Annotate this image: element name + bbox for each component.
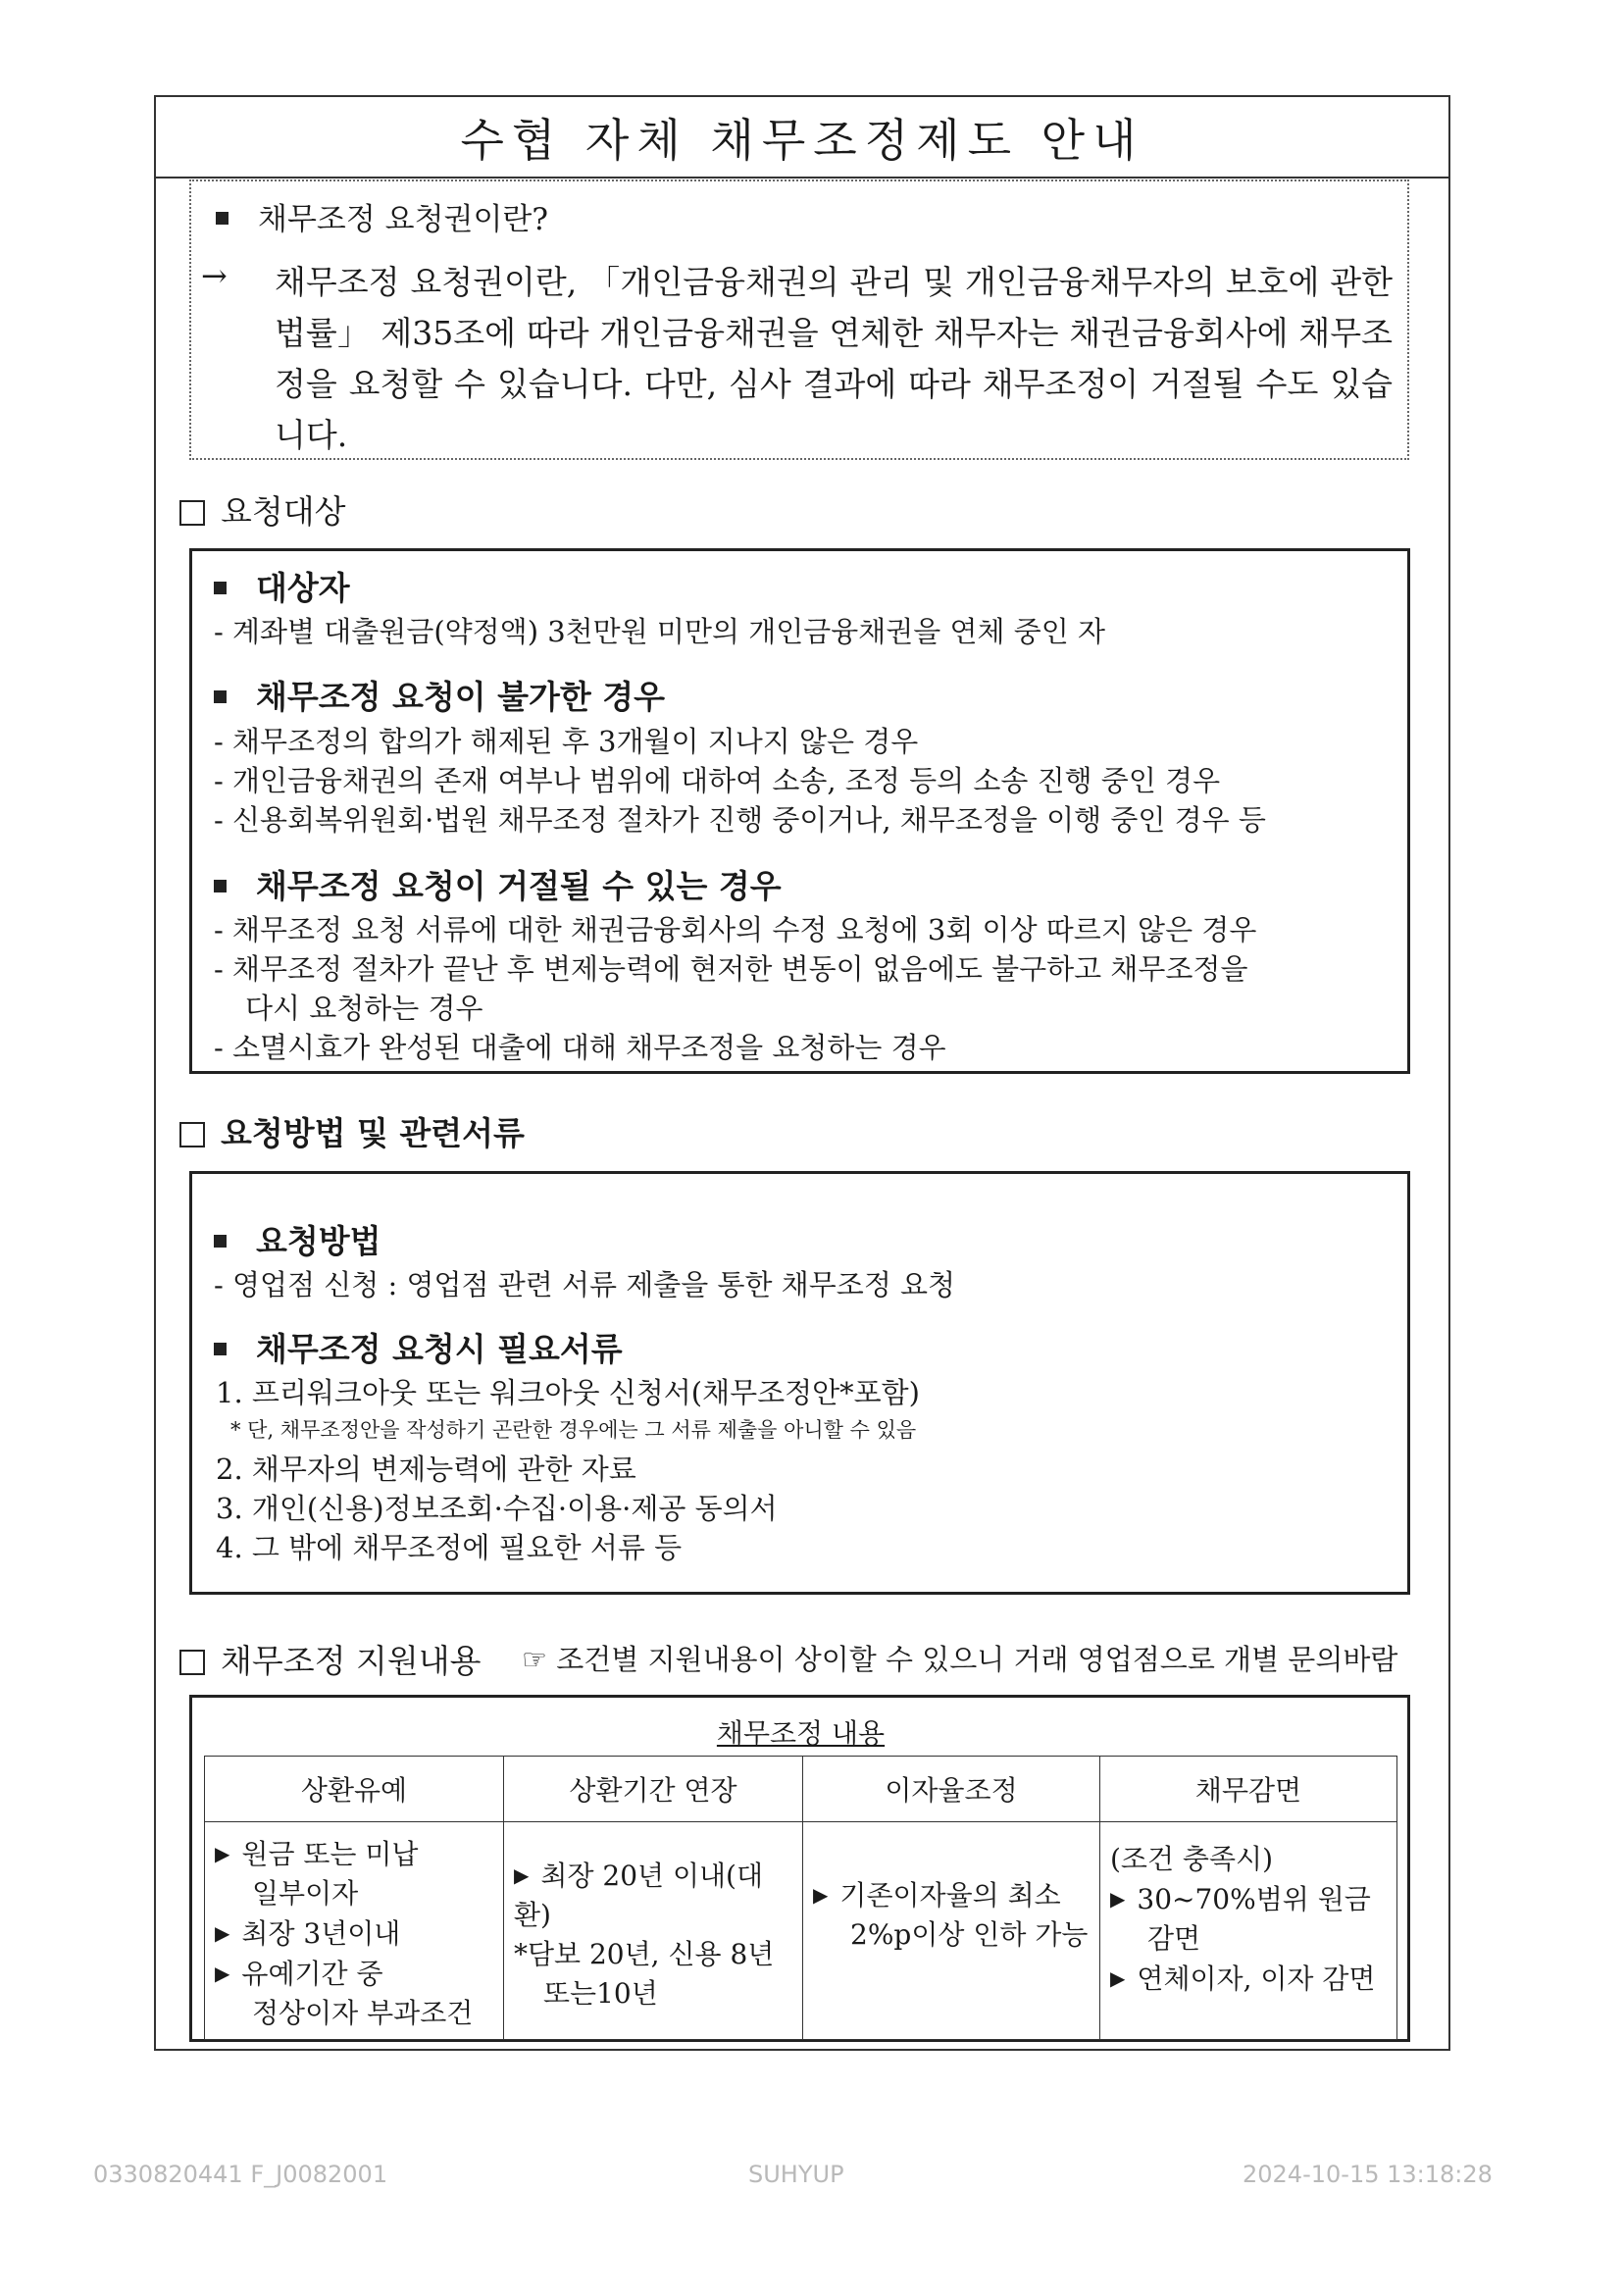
list-item: - 채무조정의 합의가 해제된 후 3개월이 지나지 않은 경우 <box>214 725 919 758</box>
square-bullet-icon <box>214 582 227 594</box>
triangle-bullet-icon: ▶ <box>215 1842 230 1865</box>
square-bullet-icon <box>214 880 227 892</box>
doc-note: * 단, 채무조정안을 작성하기 곤란한 경우에는 그 서류 제출을 아니할 수 있음 <box>230 1418 917 1442</box>
triangle-bullet-icon: ▶ <box>1110 1966 1126 1990</box>
doc-item: 1. 프리워크아웃 또는 워크아웃 신청서(채무조정안*포함) <box>216 1376 920 1409</box>
method-item: - 영업점 신청 : 영업점 관련 서류 제출을 통한 채무조정 요청 <box>214 1268 956 1301</box>
checkbox-icon <box>179 1122 205 1147</box>
support-note: ☞ 조건별 지원내용이 상이할 수 있으니 거래 영업점으로 개별 문의바람 <box>522 1643 1398 1676</box>
arrow-icon: → <box>201 257 228 294</box>
page-title: 수협 자체 채무조정제도 안내 <box>460 114 1144 167</box>
list-item: - 개인금융채권의 존재 여부나 범위에 대하여 소송, 조정 등의 소송 진행 중인 경우 <box>214 764 1221 797</box>
header-deferral: 상환유예 <box>205 1757 504 1822</box>
triangle-bullet-icon: ▶ <box>514 1863 530 1887</box>
docs-heading: 채무조정 요청시 필요서류 <box>214 1324 623 1370</box>
section-method: 요청방법 및 관련서류 <box>179 1108 525 1154</box>
cell-deferral: ▶ 원금 또는 미납 일부이자 ▶ 최장 3년이내 ▶ 유예기간 중 정상이자 부과조건 <box>205 1822 504 2040</box>
method-heading: 요청방법 <box>214 1216 381 1262</box>
list-item: - 계좌별 대출원금(약정액) 3천만원 미만의 개인금융채권을 연체 중인 자 <box>214 615 1106 648</box>
header-extension: 상환기간 연장 <box>504 1757 803 1822</box>
checkbox-icon <box>179 500 205 526</box>
section-target: 요청대상 <box>179 486 346 533</box>
group-heading-eligible: 대상자 <box>214 563 350 609</box>
doc-item: 3. 개인(신용)정보조회·수집·이용·제공 동의서 <box>216 1492 778 1525</box>
table-caption: 채무조정 내용 <box>205 1708 1397 1757</box>
triangle-bullet-icon: ▶ <box>215 1921 230 1945</box>
footer-doc-id: 0330820441 F_J0082001 <box>93 2161 388 2188</box>
doc-item: 2. 채무자의 변제능력에 관한 자료 <box>216 1453 636 1486</box>
title-divider <box>156 177 1448 178</box>
checkbox-icon <box>179 1650 205 1675</box>
list-item: - 신용회복위원회·법원 채무조정 절차가 진행 중이거나, 채무조정을 이행 중인 경우 등 <box>214 803 1266 837</box>
cell-reduction: (조건 충족시) ▶ 30~70%범위 원금 감면 ▶ 연체이자, 이자 감면 <box>1100 1822 1397 2040</box>
footer-timestamp: 2024-10-15 13:18:28 <box>1243 2161 1493 2188</box>
list-item: - 채무조정 절차가 끝난 후 변제능력에 현저한 변동이 없음에도 불구하고 채무조정을 <box>214 952 1248 986</box>
definition-body: 채무조정 요청권이란, 「개인금융채권의 관리 및 개인금융채무자의 보호에 관한 법률」 제35조에 따라 개인금융채권을 연체한 채무자는 채권금융회사에 채무조정을 요청할 수 있습니다. 다만, 심사 결과에 따라 채무조정이 거절될 수도 있습니다. <box>275 263 1393 454</box>
cell-rate: ▶ 기존이자율의 최소 2%p이상 인하 가능 <box>803 1822 1100 2040</box>
list-item: - 소멸시효가 완성된 대출에 대해 채무조정을 요청하는 경우 <box>214 1031 946 1064</box>
triangle-bullet-icon: ▶ <box>1110 1887 1126 1911</box>
square-bullet-icon <box>214 1343 227 1355</box>
footer-brand: SUHYUP <box>748 2161 844 2188</box>
square-bullet-icon <box>214 690 227 703</box>
support-table <box>204 1708 1397 2040</box>
section-support: 채무조정 지원내용 <box>179 1636 482 1682</box>
header-rate: 이자율조정 <box>803 1757 1100 1822</box>
group-heading-may-reject: 채무조정 요청이 거절될 수 있는 경우 <box>214 861 782 907</box>
triangle-bullet-icon: ▶ <box>215 1962 230 1985</box>
list-item: 다시 요청하는 경우 <box>245 992 483 1025</box>
header-reduction: 채무감면 <box>1100 1757 1397 1822</box>
cell-extension: ▶ 최장 20년 이내(대환) *담보 20년, 신용 8년 또는10년 <box>504 1822 803 2040</box>
square-bullet-icon <box>216 212 228 225</box>
list-item: - 채무조정 요청 서류에 대한 채권금융회사의 수정 요청에 3회 이상 따르지 않은 경우 <box>214 913 1257 946</box>
doc-item: 4. 그 밖에 채무조정에 필요한 서류 등 <box>216 1531 683 1564</box>
group-heading-not-allowed: 채무조정 요청이 불가한 경우 <box>214 672 665 718</box>
definition-heading: 채무조정 요청권이란? <box>216 194 548 238</box>
triangle-bullet-icon: ▶ <box>813 1883 829 1907</box>
square-bullet-icon <box>214 1235 227 1248</box>
